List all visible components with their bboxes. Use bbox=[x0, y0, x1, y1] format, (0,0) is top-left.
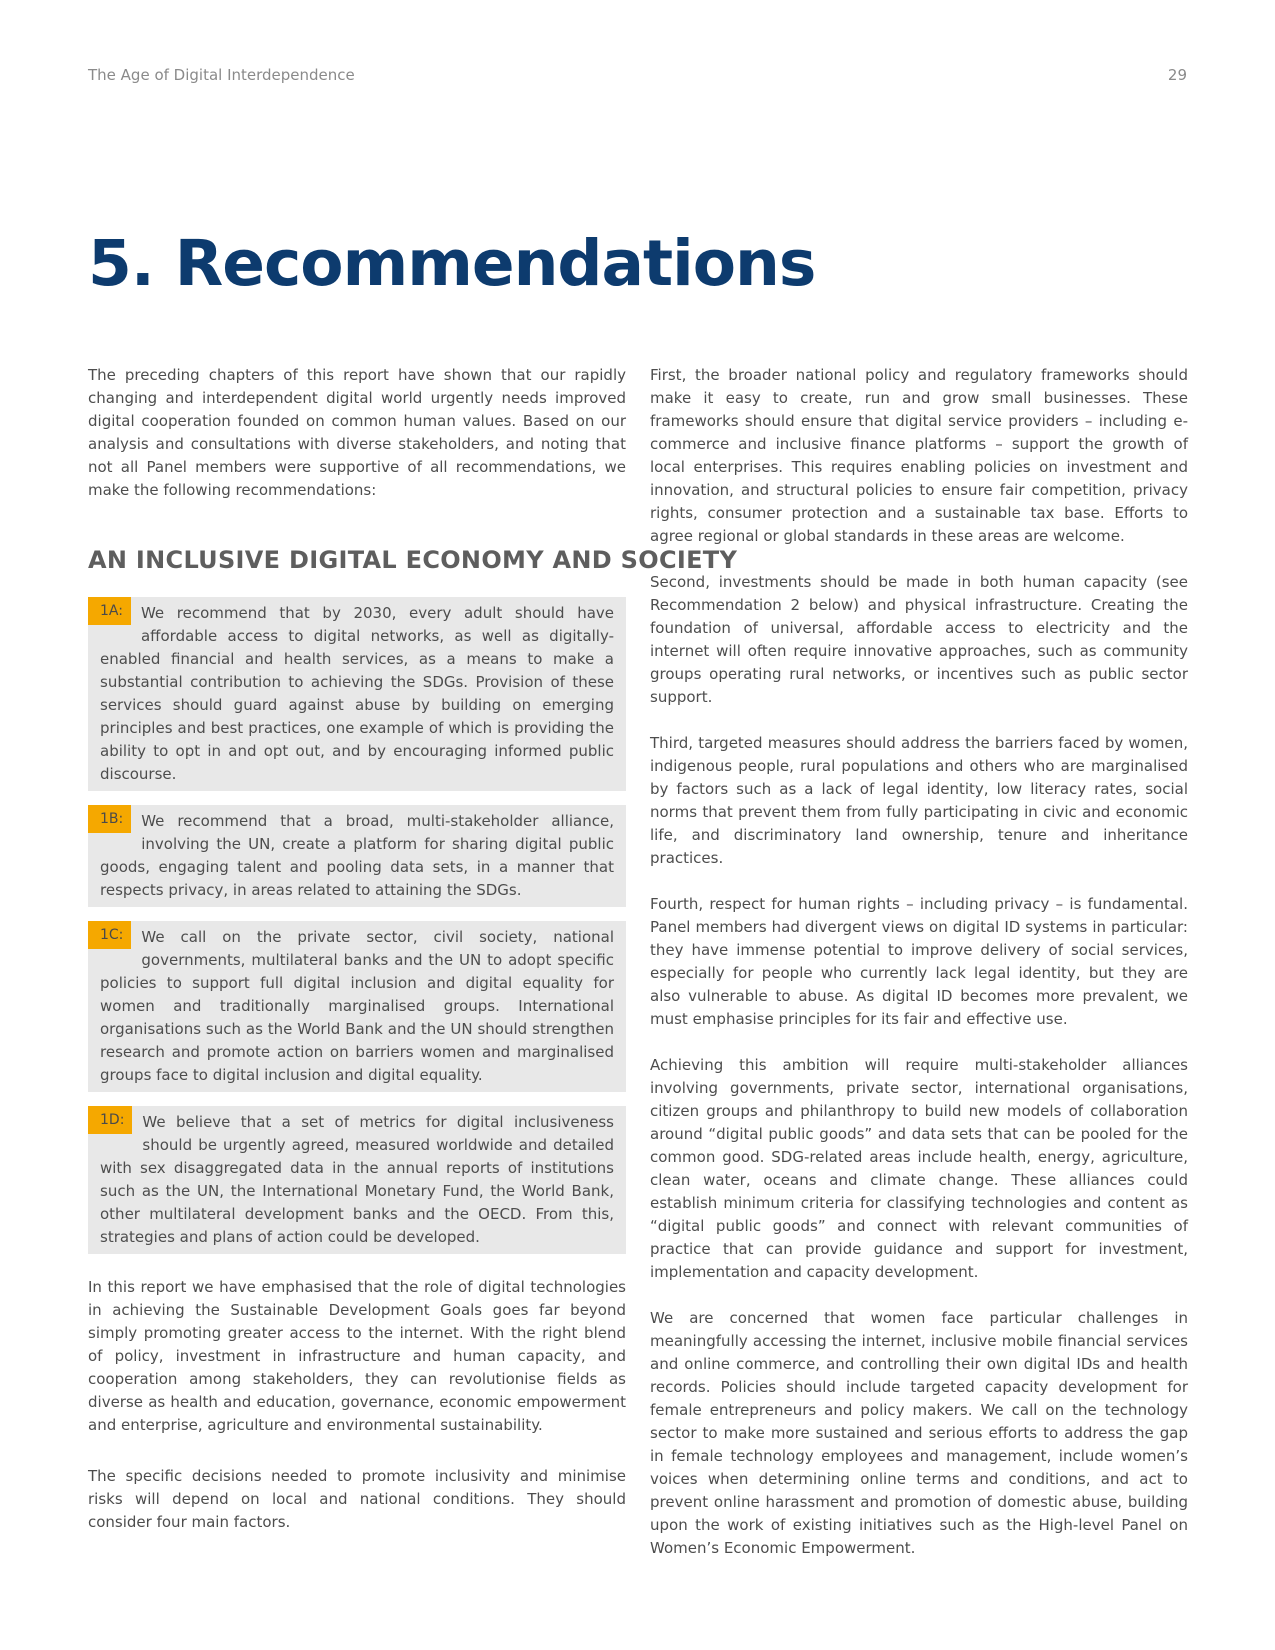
body-paragraph: We are concerned that women face particular challenges in meaningfully accessing the internet, inclusive mobile financial services and online commerce, and controlling their own digital IDs and health records. Policies should include targeted capacity development for female entrepreneurs and policy makers. We call on the technology sector to make more sustained and serious efforts to address the gap in female technology employees and management, include women’s voices when determining online terms and conditions, and act to prevent online harassment and promotion of domestic abuse, building upon the work of existing initiatives such as the High-level Panel on Women’s Economic Empowerment. bbox=[650, 1309, 1188, 1557]
recommendation-box-1c bbox=[88, 921, 626, 1092]
recommendation-text: We recommend that by 2030, every adult should have affordable access to digital networks, as well as digitally-enabled financial and health services, as a means to make a substantial contribution to achieving the SDGs. Provision of these services should guard against abuse by building on emerging principles and best practices, one example of which is providing the ability to opt in and opt out, and by encouraging informed public discourse. bbox=[100, 604, 614, 784]
section-heading: AN INCLUSIVE DIGITAL ECONOMY AND SOCIETY bbox=[88, 546, 738, 574]
recommendation-text: We call on the private sector, civil society, national governments, multilateral banks and the UN to adopt specific policies to support full digital inclusion and digital equality for women and traditionally marginalised groups. International organisations such as the World Bank and the UN should strengthen research and promote action on barriers women and marginalised groups face to digital inclusion and digital equality. bbox=[100, 928, 614, 1085]
recommendation-tag: 1B: bbox=[88, 805, 131, 833]
recommendation-tag: 1C: bbox=[88, 921, 131, 949]
recommendation-box-1d bbox=[88, 1106, 626, 1254]
body-paragraph: Second, investments should be made in both human capacity (see Recommendation 2 below) and physical infrastructure. Creating the foundation of universal, affordable access to electricity and the internet will often require innovative approaches, such as community groups operating rural networks, or incentives such as public sector support. bbox=[650, 573, 1188, 706]
body-paragraph: Fourth, respect for human rights – including privacy – is fundamental. Panel members had divergent views on digital ID systems in particular: they have immense potential to improve delivery of social services, especially for people who currently lack legal identity, but they are also vulnerable to abuse. As digital ID becomes more prevalent, we must emphasise principles for its fair and effective use. bbox=[650, 895, 1188, 1028]
intro-paragraph: The preceding chapters of this report have shown that our rapidly changing and interdependent digital world urgently needs improved digital cooperation founded on common human values. Based on our analysis and consultations with diverse stakeholders, and noting that not all Panel members were supportive of all recommendations, we make the following recommendations: bbox=[88, 366, 626, 499]
recommendation-text: We recommend that a broad, multi-stakeholder alliance, involving the UN, create a platform for sharing digital public goods, engaging talent and pooling data sets, in a manner that respects privacy, in areas related to attaining the SDGs. bbox=[100, 812, 614, 900]
body-paragraph: Achieving this ambition will require multi-stakeholder alliances involving governments, private sector, international organisations, citizen groups and philanthropy to build new models of collaboration around “digital public goods” and data sets that can be pooled for the common good. SDG-related areas include health, energy, agriculture, clean water, oceans and climate change. These alliances could establish minimum criteria for classifying technologies and content as “digital public goods” and connect with relevant communities of practice that can provide guidance and support for investment, implementation and capacity development. bbox=[650, 1056, 1188, 1281]
running-header: The Age of Digital Interdependence bbox=[88, 66, 355, 84]
body-paragraph: In this report we have emphasised that the role of digital technologies in achieving the Sustainable Development Goals goes far beyond simply promoting greater access to the internet. With the right blend of policy, investment in infrastructure and human capacity, and cooperation among stakeholders, they can revolutionise fields as diverse as health and education, governance, economic empowerment and enterprise, agriculture and environmental sustainability. bbox=[88, 1278, 626, 1435]
recommendation-tag: 1D: bbox=[88, 1106, 132, 1134]
recommendation-box-1a bbox=[88, 597, 626, 791]
recommendation-box-1b bbox=[88, 805, 626, 907]
recommendation-text: We believe that a set of metrics for digital inclusiveness should be urgently agreed, measured worldwide and detailed with sex disaggregated data in the annual reports of institutions such as the UN, the International Monetary Fund, the World Bank, other multilateral development banks and the OECD. From this, strategies and plans of action could be developed. bbox=[100, 1113, 614, 1247]
right-column bbox=[650, 364, 1188, 1583]
recommendation-tag: 1A: bbox=[88, 597, 131, 625]
page-number: 29 bbox=[1167, 66, 1187, 84]
body-paragraph: Third, targeted measures should address the barriers faced by women, indigenous people, rural populations and others who are marginalised by factors such as a lack of legal identity, low literacy rates, social norms that prevent them from fully participating in civic and economic life, and discriminatory land ownership, tenure and inheritance practices. bbox=[650, 734, 1188, 867]
body-paragraph: First, the broader national policy and regulatory frameworks should make it easy to create, run and grow small businesses. These frameworks should ensure that digital service providers – including e-commerce and inclusive finance platforms – support the growth of local enterprises. This requires enabling policies on investment and innovation, and structural policies to ensure fair competition, privacy rights, consumer protection and a sustainable tax base. Efforts to agree regional or global standards in these areas are welcome. bbox=[650, 366, 1188, 545]
chapter-title: 5. Recommendations bbox=[88, 227, 816, 300]
left-column bbox=[88, 364, 738, 1534]
body-paragraph: The specific decisions needed to promote inclusivity and minimise risks will depend on local and national conditions. They should consider four main factors. bbox=[88, 1467, 626, 1532]
